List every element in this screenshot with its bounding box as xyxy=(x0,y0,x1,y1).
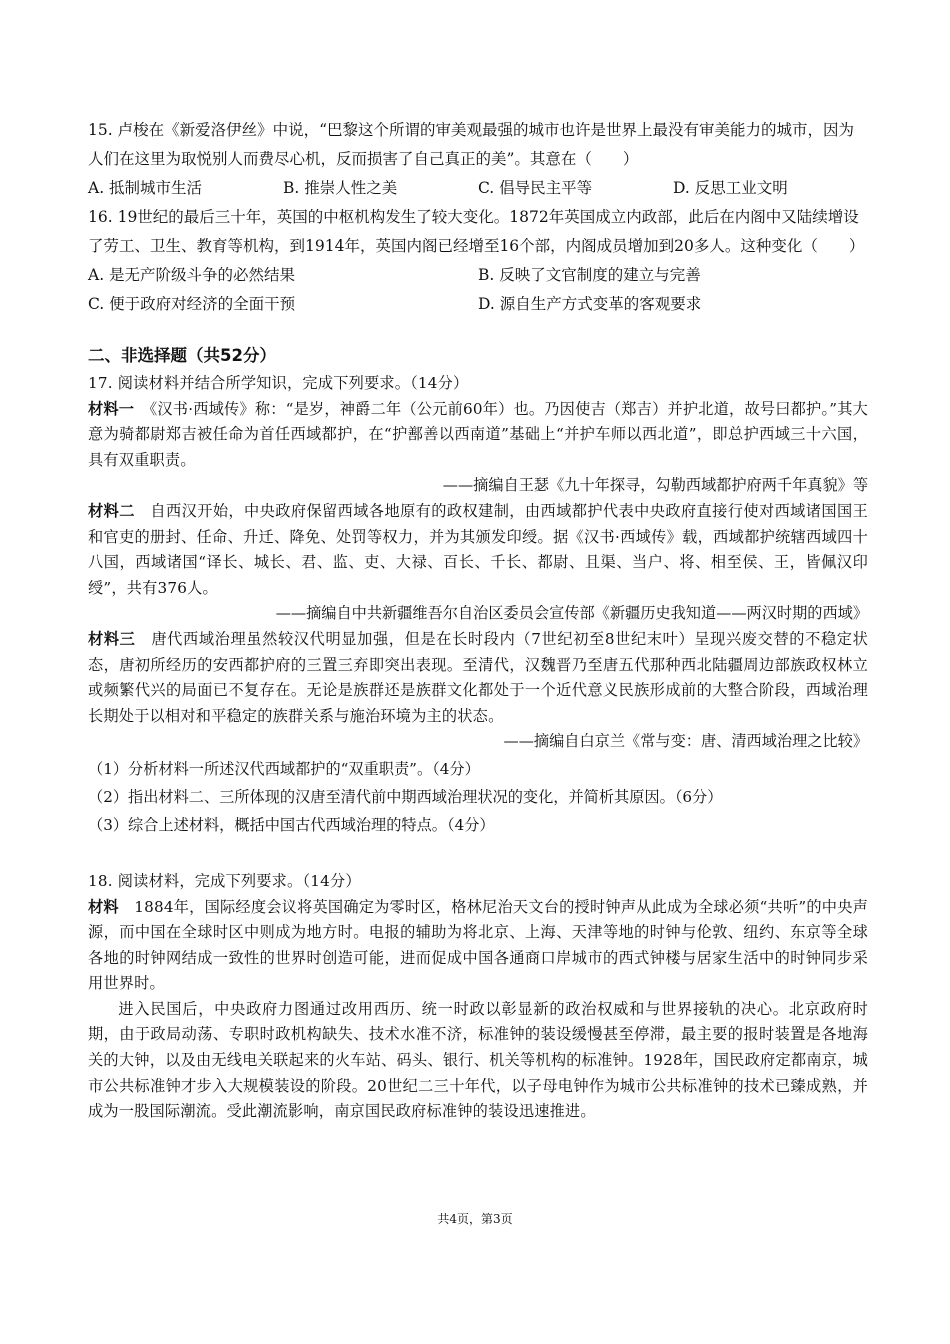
q17-material-1 xyxy=(88,397,868,474)
q15-stem: 15. 卢梭在《新爱洛伊丝》中说，“巴黎这个所谓的审美观最强的城市也许是世界上最没有审美能力的城市，因为人们在这里为取悦别人而费尽心机，反而损害了自己真正的美”。其意在（ ） xyxy=(88,121,855,168)
q16-option-d: D. 源自生产方式变革的客观要求 xyxy=(478,295,702,313)
q17-m3-source: ——摘编自白京兰《常与变：唐、清西域治理之比较》 xyxy=(503,732,868,751)
q16-stem: 16. 19世纪的最后三十年，英国的中枢机构发生了较大变化。1872年英国成立内政部，此后在内阁中又陆续增设了劳工、卫生、教育等机构，到1914年，英国内阁已经增至16个部，内阁成员增加到20多人。这种变化（ ） xyxy=(88,208,865,255)
q15-option-d: D. 反思工业文明 xyxy=(673,179,788,197)
q17-m1-source: ——摘编自王瑟《九十年探寻，勾勒西域都护府两千年真貌》等 xyxy=(442,476,868,495)
q18-m-label: 材料 xyxy=(88,897,119,916)
q17-material-3 xyxy=(88,627,868,729)
q17-m1-text: 《汉书·西域传》称：“是岁，神爵二年（公元前60年）也。乃因使吉（郑吉）并护北道，故号曰都护。”其大意为骑都尉郑吉被任命为首任西域都护，在“护鄯善以西南道”基础上“并护车师以西北道”，即总护西域三十六国，具有双重职责。 xyxy=(88,399,868,469)
q16-options-row1 xyxy=(88,261,868,290)
page-footer: 共4页，第3页 xyxy=(437,1212,513,1226)
q16-option-b: B. 反映了文官制度的建立与完善 xyxy=(478,266,701,284)
q17-sub-1: （1）分析材料一所述汉代西域都护的“双重职责”。（4分） xyxy=(88,759,480,778)
exam-page xyxy=(88,116,868,1125)
q15-option-b: B. 推崇人性之美 xyxy=(283,179,398,197)
q16-option-a: A. 是无产阶级斗争的必然结果 xyxy=(88,266,296,284)
q17-m1-label: 材料一 xyxy=(88,399,135,418)
q15-option-c: C. 倡导民主平等 xyxy=(478,179,593,197)
q18-p1-text: 1884年，国际经度会议将英国确定为零时区，格林尼治天文台的授时钟声从此成为全球必须“共听”的中央声源，而中国在全球时区中则成为地方时。电报的辅助为将北京、上海、天津等地的时钟与伦敦、纽约、东京等全球各地的时钟网结成一致性的世界时创造可能，进而促成中国各通商口岸城市的西式钟楼与居家生活中的时钟同步采用世界时。 xyxy=(88,897,868,993)
q17-m2-text: 自西汉开始，中央政府保留西域各地原有的政权建制，由西域都护代表中央政府直接行使对西域诸国国王和官吏的册封、任命、升迁、降免、处罚等权力，并为其颁发印绶。据《汉书·西域传》载，西域都护统辖西域四十八国，西域诸国“译长、城长、君、监、吏、大禄、百长、千长、都尉、且渠、当户、将、相至侯、王，皆佩汉印绶”，共有376人。 xyxy=(88,501,868,597)
q18-material-p2: 进入民国后，中央政府力图通过改用西历、统一时政以彰显新的政治权威和与世界接轨的决心。北京政府时期，由于政局动荡、专职时政机构缺失、技术水准不济，标准钟的装设缓慢甚至停滞，最主要的报时装置是各地海关的大钟，以及由无线电关联起来的火车站、码头、银行、机关等机构的标准钟。1928年，国民政府定都南京，城市公共标准钟才步入大规模装设的阶段。20世纪二三十年代，以子母电钟作为城市公共标准钟的技术已臻成熟，并成为一股国际潮流。受此潮流影响，南京国民政府标准钟的装设迅速推进。 xyxy=(88,999,868,1121)
q17-m2-label: 材料二 xyxy=(88,501,135,520)
section-title: 二、非选择题（共52分） xyxy=(88,346,276,365)
q17-sub-3: （3）综合上述材料，概括中国古代西域治理的特点。（4分） xyxy=(88,815,495,834)
q16-option-c: C. 便于政府对经济的全面干预 xyxy=(88,295,296,313)
q17-stem: 17. 阅读材料并结合所学知识，完成下列要求。（14分） xyxy=(88,374,469,392)
q17-material-2 xyxy=(88,499,868,601)
q17-m2-source: ——摘编自中共新疆维吾尔自治区委员会宣传部《新疆历史我知道——两汉时期的西域》 xyxy=(275,604,868,623)
q16-options-row2 xyxy=(88,290,868,319)
q18-stem: 18. 阅读材料，完成下列要求。（14分） xyxy=(88,871,361,890)
q18-material-p1 xyxy=(88,895,868,997)
q15-options xyxy=(88,174,868,203)
q17-sub-2: （2）指出材料二、三所体现的汉唐至清代前中期西域治理状况的变化，并简析其原因。（6分） xyxy=(88,787,723,806)
q15-option-a: A. 抵制城市生活 xyxy=(88,179,203,197)
q17-m3-label: 材料三 xyxy=(88,629,136,648)
q17-m3-text: 唐代西域治理虽然较汉代明显加强，但是在长时段内（7世纪初至8世纪末叶）呈现兴废交替的不稳定状态，唐初所经历的安西都护府的三置三弃即突出表现。至清代，汉魏晋乃至唐五代那种西北陆疆周边部族政权林立或频繁代兴的局面已不复存在。无论是族群还是族群文化都处于一个近代意义民族形成前的大整合阶段，西域治理长期处于以相对和平稳定的族群关系与施治环境为主的状态。 xyxy=(88,629,868,725)
